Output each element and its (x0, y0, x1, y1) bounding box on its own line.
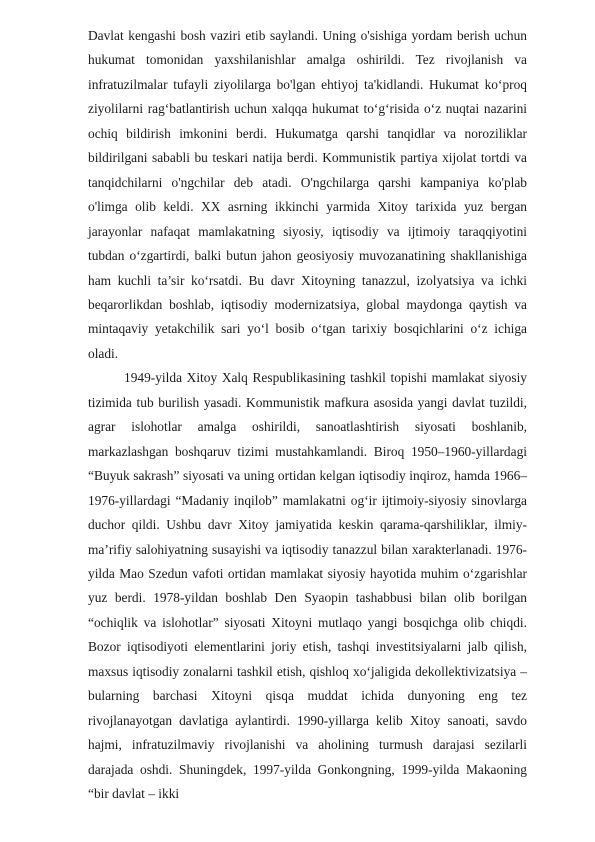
body-paragraph-1: Davlat kengashi bosh vaziri etib saylandi. Uning o'sishiga yordam berish uchun hukumat tomonidan yaxshilanishlar amalga oshirildi. Tez rivojlanish va infratuzilmalar tufayli ziyolilarga bo'lgan ehtiyoj ta'kidlandi. Hukumat ko‘proq ziyolilarni rag‘batlantirish uchun xalqqa hukumat to‘g‘risida o‘z nuqtai nazarini ochiq bildirish imkonini berdi. Hukumatga qarshi tanqidlar va noroziliklar bildirilgani sababli bu teskari natija berdi. Kommunistik partiya xijolat tortdi va tanqidchilarni o'ngchilar deb atadi. O'ngchilarga qarshi kampaniya ko'plab o'limga olib keldi. XX asrning ikkinchi yarmida Xitoy tarixida yuz bergan jarayonlar nafaqat mamlakatning siyosiy, iqtisodiy va ijtimoiy taraqqiyotini tubdan o‘zgartirdi, balki butun jahon geosiyosiy muvozanatining shakllanishiga ham kuchli ta’sir ko‘rsatdi. Bu davr Xitoyning tanazzul, izolyatsiya va ichki beqarorlikdan boshlab, iqtisodiy modernizatsiya, global maydonga qaytish va mintaqaviy yetakchilik sari yo‘l bosib o‘tgan tarixiy bosqichlarini o‘z ichiga oladi. (88, 28, 527, 361)
document-page (88, 24, 527, 807)
body-paragraph-2: 1949-yilda Xitoy Xalq Respublikasining tashkil topishi mamlakat siyosiy tizimida tub burilish yasadi. Kommunistik mafkura asosida yangi davlat tuzildi, agrar islohotlar amalga oshirildi, sanoatlashtirish siyosati boshlanib, markazlashgan boshqaruv tizimi mustahkamlandi. Biroq 1950–1960-yillardagi “Buyuk sakrash” siyosati va uning ortidan kelgan iqtisodiy inqiroz, hamda 1966–1976-yillardagi “Madaniy inqilob” mamlakatni og‘ir ijtimoiy-siyosiy sinovlarga duchor qildi. Ushbu davr Xitoy jamiyatida keskin qarama-qarshiliklar, ilmiy-ma’rifiy salohiyatning susayishi va iqtisodiy tanazzul bilan xarakterlanadi. 1976-yilda Mao Szedun vafoti ortidan mamlakat siyosiy hayotida muhim o‘zgarishlar yuz berdi. 1978-yildan boshlab Den Syaopin tashabbusi bilan olib borilgan “ochiqlik va islohotlar” siyosati Xitoyni mutlaqo yangi bosqichga olib chiqdi. Bozor iqtisodiyoti elementlarini joriy etish, tashqi investitsiyalarni jalb qilish, maxsus iqtisodiy zonalarni tashkil etish, qishloq xo‘jaligida dekollektivizatsiya – bularning barchasi Xitoyni qisqa muddat ichida dunyoning eng tez rivojlanayotgan davlatiga aylantirdi. 1990-yillarga kelib Xitoy sanoati, savdo hajmi, infratuzilmaviy rivojlanishi va aholining turmush darajasi sezilarli darajada oshdi. Shuningdek, 1997-yilda Gonkongning, 1999-yilda Makaoning “bir davlat – ikki (88, 370, 527, 802)
